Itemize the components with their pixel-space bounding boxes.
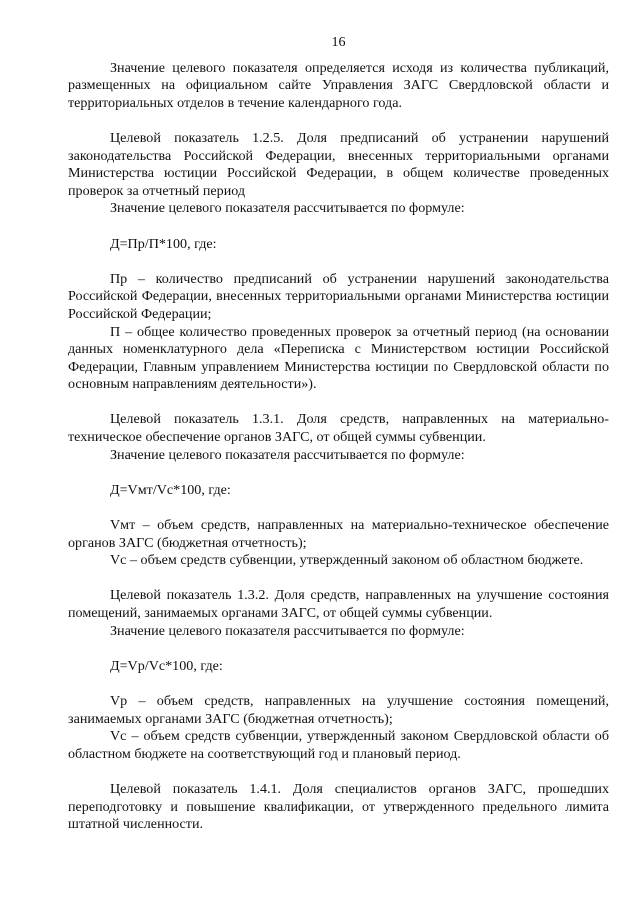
paragraph-publications-value: Значение целевого показателя определяется исходя из количества публикаций, размещенных на официальном сайте Управления ЗАГС Свердловской области и территориальных отделов в течение календарного года.	[68, 59, 609, 111]
spacer	[68, 218, 609, 236]
paragraph-formula-intro: Значение целевого показателя рассчитывается по формуле:	[110, 622, 465, 639]
paragraph-definition-vc: Vс – объем средств субвенции, утвержденный законом об областном бюджете.	[110, 552, 584, 569]
document-page	[68, 34, 609, 834]
paragraph-indicator-1-4-1: Целевой показатель 1.4.1. Доля специалистов органов ЗАГС, прошедших переподготовку и повышение квалификации, от утвержденного предельного лимита штатной численности.	[68, 780, 609, 833]
spacer	[68, 253, 609, 271]
spacer	[68, 675, 609, 693]
formula-1-3-2: Д=Vр/Vс*100, где:	[110, 657, 223, 674]
paragraph-indicator-1-3-2: Целевой показатель 1.3.2. Доля средств, направленных на улучшение состояния помещений, занимаемых органами ЗАГС, от общей суммы субвенции.	[68, 587, 609, 621]
formula-1-2-5: Д=Пр/П*100, где:	[110, 235, 217, 252]
spacer	[68, 394, 609, 412]
paragraph-definition-vmt: Vмт – объем средств, направленных на материально-техническое обеспечение органов ЗАГС (бюджетная отчетность);	[68, 517, 609, 551]
spacer	[68, 640, 609, 658]
page-number: 16	[331, 34, 346, 50]
paragraph-indicator-1-2-5: Целевой показатель 1.2.5. Доля предписаний об устранении нарушений законодательства Российской Федерации, внесенных территориальными органами Министерства юстиции Российской Федерации, в общем количестве проведенных проверок за отчетный период	[68, 129, 609, 199]
paragraph-definition-vc-2: Vс – объем средств субвенции, утвержденный законом Свердловской области об областном бюджете на соответствующий год и плановый период.	[68, 728, 609, 762]
spacer	[68, 570, 609, 588]
paragraph-definition-vr: Vр – объем средств, направленных на улучшение состояния помещений, занимаемых органами ЗАГС (бюджетная отчетность);	[68, 692, 609, 727]
formula-1-3-1: Д=Vмт/Vс*100, где:	[110, 481, 231, 498]
paragraph-definition-pr: Пр – количество предписаний об устранении нарушений законодательства Российской Федерации, внесенных территориальными органами Министерства юстиции Российской Федерации;	[68, 270, 609, 322]
paragraph-formula-intro: Значение целевого показателя рассчитывается по формуле:	[110, 446, 465, 463]
spacer	[68, 112, 609, 130]
spacer	[68, 464, 609, 482]
spacer	[68, 499, 609, 517]
paragraph-definition-p: П – общее количество проведенных проверок за отчетный период (на основании данных номенклатурного дела «Переписка с Министерством юстиции Российской Федерации, Главным управлением Министерства юстиции по Свердловской области по основным направлениям деятельности»).	[68, 323, 609, 393]
paragraph-indicator-1-3-1: Целевой показатель 1.3.1. Доля средств, направленных на материально-техническое обеспечение органов ЗАГС, от общей суммы субвенции.	[68, 411, 609, 446]
spacer	[68, 763, 609, 781]
paragraph-formula-intro: Значение целевого показателя рассчитывается по формуле:	[110, 200, 465, 217]
